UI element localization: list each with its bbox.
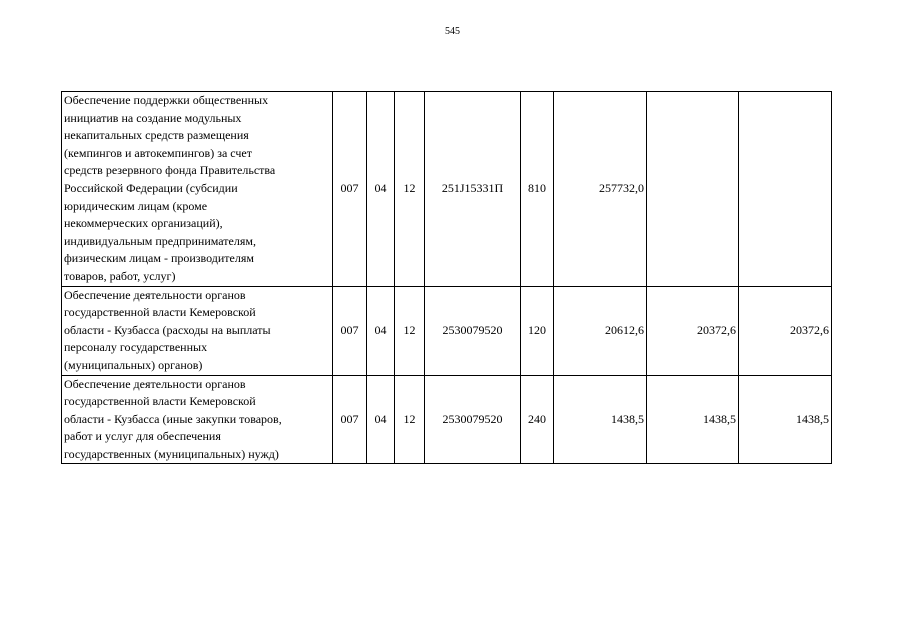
row-name-line: юридическим лицам (кроме xyxy=(64,198,208,213)
sum-1-cell: 257732,0 xyxy=(554,92,647,287)
row-name-line: Обеспечение поддержки общественных xyxy=(64,93,269,107)
table-body xyxy=(62,92,832,464)
row-name-line: персоналу государственных xyxy=(64,340,208,355)
section-code-cell: 04 xyxy=(367,286,395,375)
expense-type-cell: 120 xyxy=(521,286,554,375)
subsection-code-cell: 12 xyxy=(395,286,425,375)
table-row xyxy=(62,375,832,464)
expense-type-cell: 240 xyxy=(521,375,554,464)
row-name-cell xyxy=(62,286,333,375)
row-name-line: области - Кузбасса (расходы на выплаты xyxy=(64,322,271,337)
sum-2-cell: 1438,5 xyxy=(647,375,739,464)
row-name-line: Обеспечение деятельности органов xyxy=(64,287,246,302)
target-article-cell: 251J15331П xyxy=(425,92,521,287)
row-name-line: государственной власти Кемеровской xyxy=(64,394,256,409)
target-article-cell: 2530079520 xyxy=(425,375,521,464)
section-code-cell: 04 xyxy=(367,92,395,287)
budget-table xyxy=(61,91,832,464)
sum-3-cell xyxy=(739,92,832,287)
row-name-line: Российской Федерации (субсидии xyxy=(64,180,238,195)
row-name-line: некапитальных средств размещения xyxy=(64,128,249,143)
subsection-code-cell: 12 xyxy=(395,375,425,464)
expense-type-cell: 810 xyxy=(521,92,554,287)
row-name-line: физическим лицам - производителям xyxy=(64,251,254,266)
ministry-code-cell: 007 xyxy=(333,375,367,464)
row-name-line: Обеспечение деятельности органов xyxy=(64,376,246,391)
row-name-line: (муниципальных) органов) xyxy=(64,357,203,372)
target-article-cell: 2530079520 xyxy=(425,286,521,375)
row-name-line: области - Кузбасса (иные закупки товаров, xyxy=(64,411,282,426)
ministry-code-cell: 007 xyxy=(333,286,367,375)
row-name-line: средств резервного фонда Правительства xyxy=(64,163,276,178)
subsection-code-cell: 12 xyxy=(395,92,425,287)
sum-3-cell: 20372,6 xyxy=(739,286,832,375)
row-name-line: работ и услуг для обеспечения xyxy=(64,429,221,444)
sum-1-cell: 20612,6 xyxy=(554,286,647,375)
row-name-line: товаров, работ, услуг) xyxy=(64,268,176,283)
row-name-cell xyxy=(62,375,333,464)
page-number: 545 xyxy=(445,26,460,37)
sum-1-cell: 1438,5 xyxy=(554,375,647,464)
ministry-code-cell: 007 xyxy=(333,92,367,287)
row-name-line: (кемпингов и автокемпингов) за счет xyxy=(64,145,252,160)
table-row xyxy=(62,286,832,375)
row-name-line: государственной власти Кемеровской xyxy=(64,305,256,320)
sum-2-cell: 20372,6 xyxy=(647,286,739,375)
row-name-line: индивидуальным предпринимателям, xyxy=(64,233,256,248)
table-row xyxy=(62,92,832,287)
row-name-line: инициатив на создание модульных xyxy=(64,110,242,125)
row-name-cell xyxy=(62,92,333,287)
section-code-cell: 04 xyxy=(367,375,395,464)
sum-3-cell: 1438,5 xyxy=(739,375,832,464)
sum-2-cell xyxy=(647,92,739,287)
row-name-line: государственных (муниципальных) нужд) xyxy=(64,446,279,461)
row-name-line: некоммерческих организаций), xyxy=(64,216,223,231)
